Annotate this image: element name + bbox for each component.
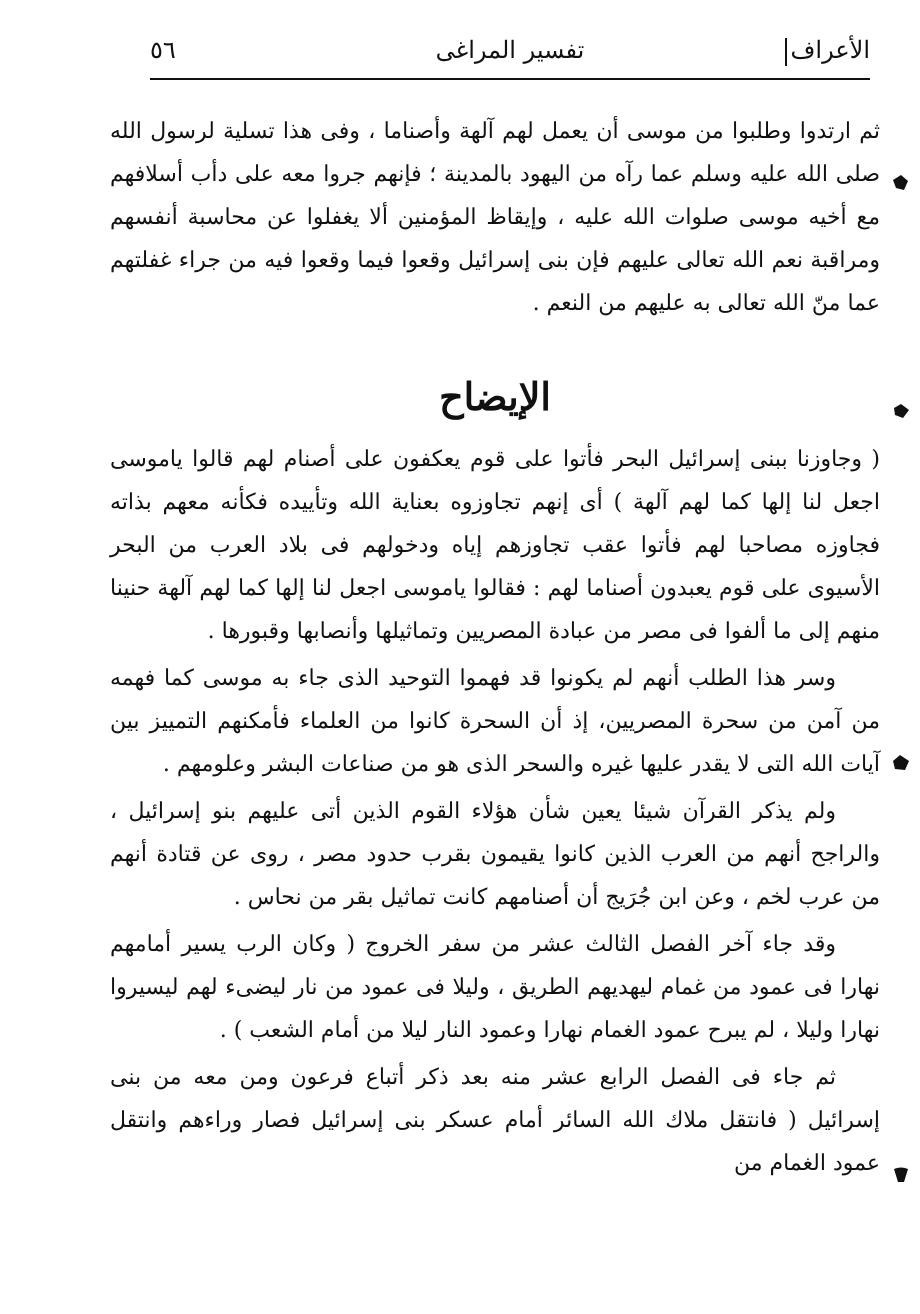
book-title: تفسير المراغى [435,36,585,64]
intro-paragraph: ثم ارتدوا وطلبوا من موسى أن يعمل لهم آلهة وأصناما ، وفى هذا تسلية لرسول الله صلى الله عليه وسلم عما رآه من اليهود بالمدينة ؛ فإنهم جروا معه على دأب أسلافهم مع أخيه موسى صلوات الله عليه ، وإيقاظ المؤمنين ألا يغفلوا عن محاسبة أنفسهم ومراقبة نعم الله تعالى عليهم فإن بنى إسرائيل وقعوا فيما وقعوا فيه من جراء غفلتهم عما منّ الله تعالى به عليهم من النعم . [110,119,880,316]
ink-mark-icon [890,1164,912,1186]
intro-text [110,110,880,329]
paragraph: ثم جاء فى الفصل الرابع عشر منه بعد ذكر أتباع فرعون ومن معه من بنى إسرائيل ( فانتقل ملاك الله السائر أمام عسكر بنى إسرائيل فصار وراءهم وانتقل عمود الغمام من [110,1065,880,1176]
page-number: ٥٦ [150,36,176,64]
section-heading: الإيضاح [439,374,551,419]
paragraph: وسر هذا الطلب أنهم لم يكونوا قد فهموا التوحيد الذى جاء به موسى كما فهمه من آمن من سحرة المصريين، إذ أن السحرة كانوا من العلماء فأمكنهم التمييز بين آيات الله التى لا يقدر عليها غيره والسحر الذى هو من صناعات البشر وعلومهم . [110,666,880,777]
section-body [110,438,880,1189]
header-rule [150,78,870,80]
running-header [150,30,870,80]
paragraph: ( وجاوزنا ببنى إسرائيل البحر فأتوا على قوم يعكفون على أصنام لهم قالوا ياموسى اجعل لنا إلها كما لهم آلهة ) أى إنهم تجاوزوه بعناية الله وتأييده فكأنه معهم بذاته فجاوزه مصاحبا لهم فأتوا عقب تجاوزهم إياه ودخولهم فى بلاد العرب من البحر الأسيوى على قوم يعبدون أصناما لهم : فقالوا ياموسى اجعل لنا إلها كما لهم آلهة حنينا منهم إلى ما ألفوا فى مصر من عبادة المصريين وتماثيلها وأنصابها وقبورها . [110,447,880,644]
paragraph: وقد جاء آخر الفصل الثالث عشر من سفر الخروج ( وكان الرب يسير أمامهم نهارا فى عمود من غمام ليهديهم الطريق ، وليلا فى عمود من نار ليضىء لهم ليسيروا نهارا وليلا ، لم يبرح عمود الغمام نهارا وعمود النار ليلا من أمام الشعب ) . [110,932,880,1043]
ink-mark-icon [890,752,912,774]
ink-mark-icon [890,400,912,422]
surah-name: الأعراف [785,36,870,66]
paragraph: ولم يذكر القرآن شيئا يعين شأن هؤلاء القوم الذين أتى عليهم بنو إسرائيل ، والراجح أنهم من العرب الذين كانوا يقيمون بقرب حدود مصر ، روى عن قتادة أنهم من عرب لخم ، وعن ابن جُرَيج أن أصنامهم كانت تماثيل بقر من نحاس . [110,799,880,910]
ink-mark-icon [890,172,912,194]
